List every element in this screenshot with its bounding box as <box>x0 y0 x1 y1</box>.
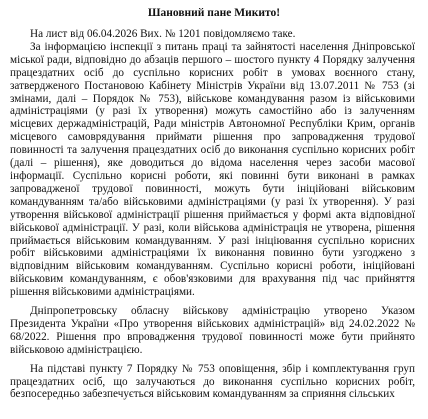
paragraph-notification: На підставі пункту 7 Порядку № 753 оповіщення, збір і комплектування груп працездатних осіб, що залучаються до виконання суспільно корисних робіт, безпосередньо забезпечується військовим командуванням за сприяння сільських <box>10 362 415 401</box>
paragraph-military-administration: Дніпропетровську обласну військову адміністрацію утворено Указом Президента України «Про утворення військових адміністрацій» від 24.02.2022 № 68/2022. Рішення про впровадження трудової повинності може бути прийнято військовою адміністрацією. <box>10 305 415 356</box>
paragraph-reference: На лист від 06.04.2026 Вих. № 1201 повідомляємо таке. <box>30 28 296 40</box>
paragraph-labor-inspection: За інформацією інспекції з питань праці та зайнятості населення Дніпровської міської ради, відповідно до абзаців першого – шостого пункту 4 Порядку залучення працездатних осіб до суспільно корисних робіт в умовах воєнного стану, затвердженого Постановою Кабінету Міністрів України від 13.07.2011 № 753 (зі змінами, далі – Порядок № 753), військове командування разом із військовими адміністраціями (у разі їх утворення) можуть самостійно або із залученням місцевих держадміністрацій, Ради міністрів Автономної Республіки Крим, органів місцевого самоврядування приймати рішення про запровадження трудової повинності та залучення працездатних осіб до виконання суспільно корисних робіт (далі – рішення), яке доводиться до відома населення через засоби масової інформації. Суспільно корисні роботи, які повинні бути виконані в рамках запровадженої трудової повинності, можуть бути ініційовані військовим командуванням та/або військовими адміністраціями (у разі їх утворення). У разі утворення військової адміністрації рішення приймається у формі акта відповідної військової адміністрації. У разі, коли військова адміністрація не утворена, рішення приймається військовим командуванням. У разі ініціювання суспільно корисних робіт військовими адміністраціями їх виконання повинно бути узгоджено з відповідним військовим командуванням. Суспільно корисні роботи, ініційовані військовим командуванням, є обов'язковими для врахування під час прийняття рішення військовими адміністраціями. <box>10 40 415 299</box>
letter-body <box>10 28 415 401</box>
greeting: Шановний пане Микито! <box>147 7 281 19</box>
